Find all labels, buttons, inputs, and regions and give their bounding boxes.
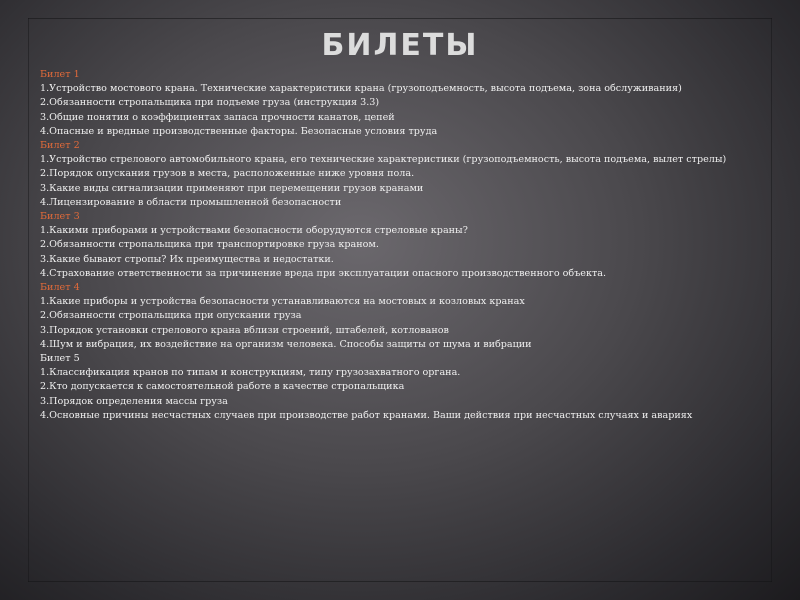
ticket-5	[40, 352, 764, 423]
ticket-question: 1.Устройство мостового крана. Технические характеристики крана (грузоподъемность, высота подъема, зона обслуживания)	[40, 83, 682, 95]
ticket-question: 2.Обязанности стропальщика при подъеме груза (инструкция 3.3)	[40, 97, 380, 109]
frame-right-line	[771, 18, 772, 582]
ticket-question: 4.Страхование ответственности за причинение вреда при эксплуатации опасного производственного объекта.	[40, 267, 607, 279]
ticket-header: Билет 3	[40, 211, 80, 223]
ticket-question: 2.Обязанности стропальщика при опускании груза	[40, 310, 302, 322]
ticket-question: 2.Порядок опускания грузов в места, расположенные ниже уровня пола.	[40, 168, 415, 180]
ticket-question: 1.Устройство стрелового автомобильного крана, его технические характеристики (грузоподъемность, высота подъема, вылет стрелы)	[40, 154, 727, 166]
ticket-question: 4.Основные причины несчастных случаев при производстве работ кранами. Ваши действия при несчастных случаях и авариях	[40, 409, 693, 421]
ticket-question: 4.Лицензирование в области промышленной безопасности	[40, 196, 342, 208]
ticket-1	[40, 68, 764, 139]
frame-top-line	[28, 18, 772, 19]
tickets-list	[40, 68, 764, 423]
frame-left-line	[28, 18, 29, 582]
ticket-question: 1.Какими приборами и устройствами безопасности оборудуются стреловые краны?	[40, 225, 468, 237]
ticket-3	[40, 210, 764, 281]
ticket-2	[40, 139, 764, 210]
ticket-question: 1.Классификация кранов по типам и конструкциям, типу грузозахватного органа.	[40, 367, 461, 379]
ticket-question: 4.Опасные и вредные производственные факторы. Безопасные условия труда	[40, 125, 438, 137]
ticket-4	[40, 281, 764, 352]
ticket-header: Билет 5	[40, 353, 80, 365]
frame-bottom-line	[28, 581, 772, 582]
ticket-header: Билет 1	[40, 69, 80, 80]
ticket-question: 3.Общие понятия о коэффициентах запаса прочности канатов, цепей	[40, 111, 395, 123]
ticket-question: 4.Шум и вибрация, их воздействие на организм человека. Способы защиты от шума и вибрации	[40, 338, 532, 350]
ticket-header: Билет 4	[40, 282, 80, 294]
ticket-question: 3.Какие бывают стропы? Их преимущества и недостатки.	[40, 253, 334, 265]
slide-title: БИЛЕТЫ	[321, 28, 479, 63]
ticket-question: 2.Обязанности стропальщика при транспортировке груза краном.	[40, 239, 379, 251]
ticket-question: 2.Кто допускается к самостоятельной работе в качестве стропальщика	[40, 381, 405, 393]
ticket-header: Билет 2	[40, 140, 80, 152]
ticket-question: 3.Какие виды сигнализации применяют при перемещении грузов кранами	[40, 182, 424, 194]
ticket-question: 3.Порядок установки стрелового крана вблизи строений, штабелей, котлованов	[40, 324, 449, 336]
ticket-question: 3.Порядок определения массы груза	[40, 395, 228, 407]
ticket-question: 1.Какие приборы и устройства безопасности устанавливаются на мостовых и козловых кранах	[40, 296, 525, 308]
